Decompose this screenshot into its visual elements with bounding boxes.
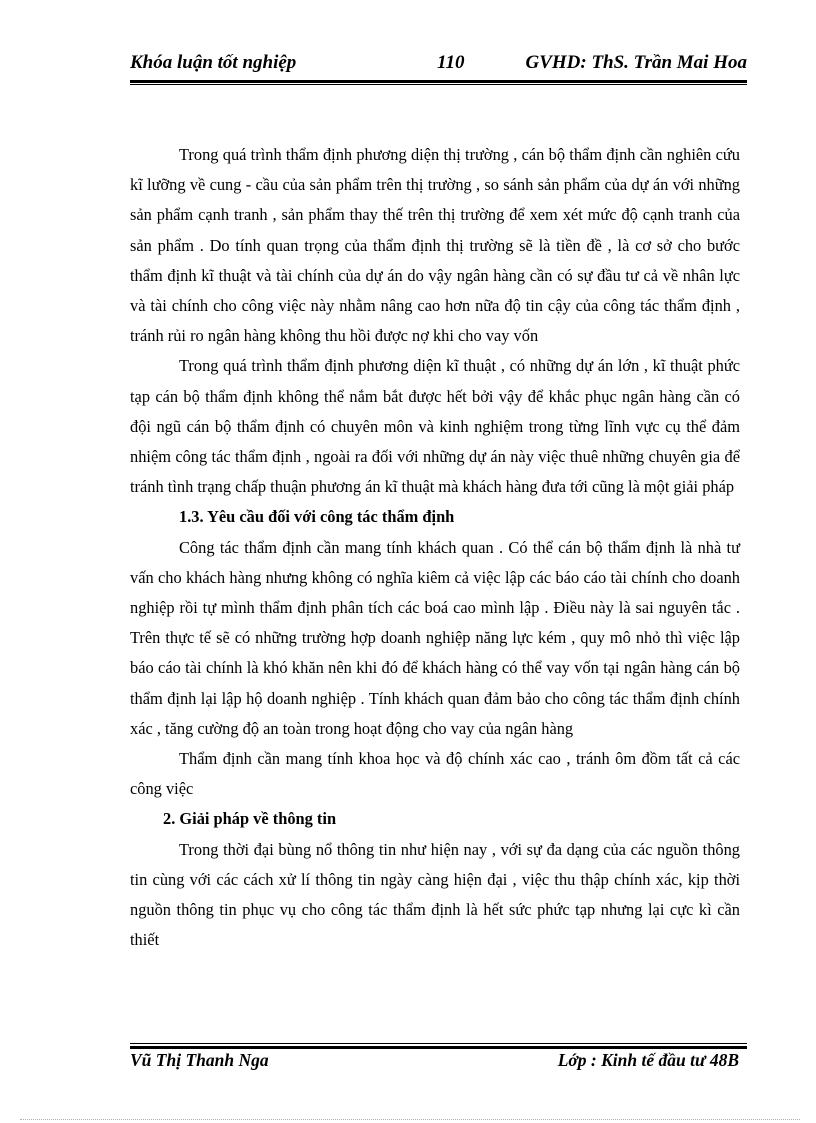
page-header <box>130 50 747 80</box>
supervisor: GVHD: ThS. Trần Mai Hoa <box>525 52 747 73</box>
page-number: 110 <box>437 52 465 73</box>
page-edge-divider <box>20 1119 800 1120</box>
paragraph-objectivity: Công tác thẩm định cần mang tính khách quan . Có thể cán bộ thẩm định là nhà tư vấn cho khách hàng nhưng không có nghĩa kiêm cả việc lập các báo cáo tài chính cho doanh nghiệp rồi tự mình thẩm định phân tích các boá cao mình lập . Điều này là sai nguyên tắc . Trên thực tế sẽ có những trường hợp doanh nghiệp năng lực kém , quy mô nhỏ thì việc lập báo cáo tài chính là khó khăn nên khi đó để khách hàng có thể vay vốn tại ngân hàng cán bộ thẩm định lại lập hộ doanh nghiệp . Tính khách quan đảm bảo cho công tác thẩm định chính xác , tăng cường độ an toàn trong hoạt động cho vay của ngân hàng <box>130 537 740 738</box>
footer-rule-thin <box>130 1043 747 1044</box>
section-heading-1-3: 1.3. Yêu cầu đối với công tác thẩm định <box>179 507 455 527</box>
header-rule <box>130 80 747 83</box>
class-name: Lớp : Kinh tế đầu tư 48B <box>557 1050 739 1070</box>
page-footer <box>130 1050 747 1076</box>
paragraph-information: Trong thời đại bùng nổ thông tin như hiện nay , với sự đa dạng của các nguồn thông tin cùng với các cách xử lí thông tin ngày càng hiện đại , việc thu thập chính xác, kịp thời nguồn thông tin phục vụ cho công tác thẩm định là hết sức phức tạp nhưng lại cực kì cần thiết <box>130 839 740 950</box>
paragraph-technical-appraisal: Trong quá trình thẩm định phương diện kĩ thuật , có những dự án lớn , kĩ thuật phức tạp cán bộ thẩm định không thể nắm bắt được hết bởi vậy để khắc phục ngân hàng cần có đội ngũ cán bộ thẩm định có chuyên môn và kinh nghiệm trong từng lĩnh vực cụ thể đảm nhiệm công tác thẩm định , ngoài ra đối với những dự án này việc thuê những chuyên gia để tránh tình trạng chấp thuận phương án kĩ thuật mà khách hàng đưa tới cũng là một giải pháp <box>130 356 740 497</box>
paragraph-scientific: Thẩm định cần mang tính khoa học và độ chính xác cao , tránh ôm đồm tất cả các công việc <box>130 749 740 799</box>
paragraph-market-appraisal: Trong quá trình thẩm định phương diện thị trường , cán bộ thẩm định cần nghiên cứu kĩ lưỡng về cung - cầu của sản phẩm trên thị trường , so sánh sản phẩm của dự án với những sản phẩm cạnh tranh , sản phẩm thay thế trên thị trường để xem xét mức độ cạnh tranh của sản phẩm . Do tính quan trọng của thẩm định thị trường sẽ là tiền đề , là cơ sở cho bước thẩm định kĩ thuật và tài chính của dự án do vậy ngân hàng cần có sự đầu tư cả về nhân lực và tài chính cho công việc này nhằm nâng cao hơn nữa độ tin cậy của công tác thẩm định , tránh rủi ro ngân hàng không thu hồi được nợ khi cho vay vốn <box>130 145 740 346</box>
thesis-title: Khóa luận tốt nghiệp <box>130 52 297 73</box>
header-rule-thin <box>130 84 747 85</box>
page-body <box>130 140 740 955</box>
author-name: Vũ Thị Thanh Nga <box>130 1050 269 1070</box>
footer-rule <box>130 1046 747 1049</box>
section-heading-2: 2. Giải pháp về thông tin <box>163 809 337 829</box>
